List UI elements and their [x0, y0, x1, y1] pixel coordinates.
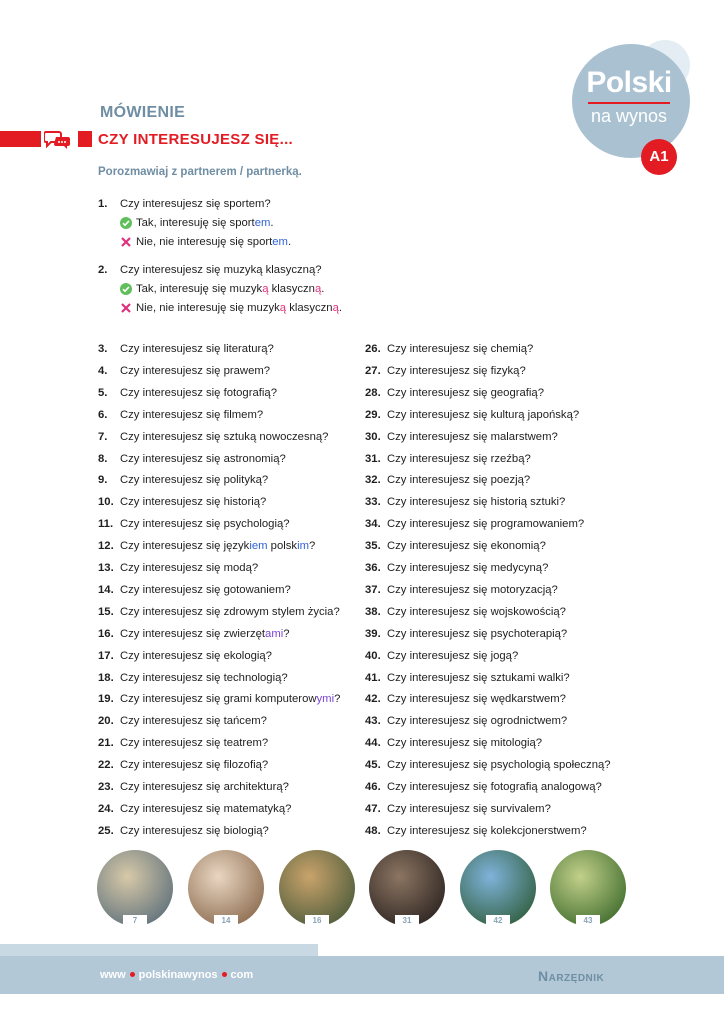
- question-text: Czy interesujesz się: [120, 693, 224, 706]
- answer-text: Nie, nie interesuję się muzyką klasyczną.: [136, 302, 342, 314]
- question-number: 40.: [365, 649, 381, 662]
- question-text: Czy interesujesz się filozofią?: [120, 759, 269, 772]
- question-text: Czy interesujesz się kulturą japońską?: [387, 408, 580, 421]
- question-text: Czy interesujesz się zdrowym stylem życia?: [120, 605, 340, 618]
- question-text: Czy interesujesz się fizyką?: [387, 364, 526, 377]
- question-item: [365, 693, 566, 705]
- question-number: 5.: [98, 386, 108, 399]
- question-number: 18.: [98, 671, 114, 684]
- title-bar-left: [0, 131, 41, 147]
- question-number: 43.: [365, 715, 381, 728]
- question-number: 4.: [98, 364, 108, 377]
- question-item: [365, 803, 551, 815]
- example-answer-no-2: [120, 302, 342, 314]
- question-item: [365, 825, 587, 837]
- question-number: 17.: [98, 649, 114, 662]
- question-text: Czy interesujesz się modą?: [120, 562, 259, 574]
- question-number: 15.: [98, 605, 114, 618]
- question-text: Czy interesujesz się survivalem?: [387, 802, 551, 815]
- example-answer-no-1: [120, 236, 291, 248]
- question-text: Czy interesujesz się wędkarstwem?: [387, 693, 566, 706]
- question-text: Czy interesujesz się mitologią?: [387, 737, 543, 750]
- question-item: [98, 781, 289, 793]
- question-text: Czy interesujesz się architekturą?: [120, 781, 289, 793]
- question-number: 1.: [98, 198, 108, 210]
- question-number: 29.: [365, 408, 381, 421]
- question-text: Czy interesujesz się: [120, 627, 224, 640]
- question-item: [365, 518, 584, 530]
- question-number: 45.: [365, 759, 381, 772]
- question-item: 16. Czy interesujesz się zwierzętami?: [98, 627, 290, 640]
- url-dot: [130, 972, 135, 977]
- question-item: [98, 343, 274, 355]
- question-text: Czy interesujesz się chemią?: [387, 343, 534, 355]
- question-item: [365, 584, 558, 596]
- question-text: Czy interesujesz się gotowaniem?: [120, 583, 291, 596]
- question-item: [98, 431, 328, 443]
- question-number: 37.: [365, 583, 381, 596]
- question-text: Czy interesujesz się polityką?: [120, 474, 269, 487]
- question-number: 20.: [98, 715, 114, 728]
- question-text: Czy interesujesz się rzeźbą?: [387, 452, 531, 465]
- question-item: 19. Czy interesujesz się grami komputerowymi?: [98, 693, 341, 706]
- question-text: Czy interesujesz się biologią?: [120, 824, 269, 837]
- section-heading: MÓWIENIE: [100, 104, 186, 121]
- question-number: 30.: [365, 430, 381, 443]
- question-item: [98, 474, 268, 486]
- question-number: 8.: [98, 452, 108, 465]
- question-item: [98, 365, 270, 377]
- question-item: [98, 803, 291, 815]
- url-dot: [222, 972, 227, 977]
- question-item: [98, 672, 288, 684]
- question-number: 24.: [98, 802, 114, 815]
- question-text: Czy interesujesz się technologią?: [120, 671, 288, 684]
- question-number: 44.: [365, 737, 381, 750]
- question-item: [365, 540, 546, 552]
- question-number: 34.: [365, 518, 381, 531]
- question-number: 16.: [98, 627, 114, 640]
- question-text: Czy interesujesz się programowaniem?: [387, 518, 585, 531]
- question-number: 33.: [365, 496, 381, 509]
- question-text: Czy interesujesz się psychologią społeczną?: [387, 759, 611, 772]
- question-text: Czy interesujesz się sztukami walki?: [387, 671, 570, 684]
- check-icon: [120, 217, 132, 229]
- question-number: 2.: [98, 264, 108, 276]
- question-item: [365, 628, 567, 640]
- question-number: 25.: [98, 824, 114, 837]
- question-number: 28.: [365, 386, 381, 399]
- question-number: 14.: [98, 583, 114, 596]
- question-text: Czy interesujesz się teatrem?: [120, 737, 269, 750]
- question-text: Czy interesujesz się ogrodnictwem?: [387, 715, 568, 728]
- example-answer-yes-2: [120, 283, 324, 295]
- photo-number-label: 42: [486, 915, 510, 926]
- example-answer-yes-1: [120, 217, 274, 229]
- question-text: Czy interesujesz się motoryzacją?: [387, 583, 558, 596]
- question-text: Czy interesujesz się psychologią?: [120, 518, 290, 531]
- question-text: Czy interesujesz się tańcem?: [120, 715, 267, 728]
- question-number: 3.: [98, 343, 108, 355]
- question-item: [98, 759, 268, 771]
- question-text: Czy interesujesz się poezją?: [387, 474, 531, 487]
- question-item: [365, 650, 518, 662]
- instruction: Porozmawiaj z partnerem / partnerką.: [98, 166, 302, 178]
- question-item: [365, 496, 565, 508]
- question-number: 21.: [98, 737, 114, 750]
- photo-number-label: 31: [395, 915, 419, 926]
- question-item: [365, 715, 567, 727]
- question-number: 47.: [365, 802, 381, 815]
- footer-topic: Narzędnik: [538, 968, 605, 984]
- question-item: [98, 387, 277, 399]
- question-item: [365, 453, 531, 465]
- logo-title: Polski: [586, 66, 672, 99]
- photo-number-label: 7: [123, 915, 147, 926]
- question-item: [98, 650, 272, 662]
- question-number: 23.: [98, 781, 114, 793]
- question-number: 13.: [98, 562, 114, 574]
- question-text: Czy interesujesz się malarstwem?: [387, 430, 558, 443]
- question-text: Czy interesujesz się sportem?: [120, 198, 271, 210]
- question-number: 7.: [98, 430, 108, 443]
- answer-text: Tak, interesuję się sportem.: [136, 217, 274, 229]
- question-item: [98, 606, 340, 618]
- question-text: Czy interesujesz się psychoterapią?: [387, 627, 568, 640]
- photo-number-label: 16: [305, 915, 329, 926]
- question-text: Czy interesujesz się historią sztuki?: [387, 496, 566, 509]
- question-number: 39.: [365, 627, 381, 640]
- question-item: [365, 737, 542, 749]
- question-number: 12.: [98, 540, 114, 553]
- question-number: 26.: [365, 343, 381, 355]
- question-text: Czy interesujesz się: [120, 540, 224, 553]
- question-number: 11.: [98, 518, 114, 531]
- question-text: Czy interesujesz się historią?: [120, 496, 267, 509]
- question-text: Czy interesujesz się filmem?: [120, 408, 264, 421]
- question-item: [98, 715, 267, 727]
- question-number: 35.: [365, 540, 381, 553]
- question-item: [98, 737, 268, 749]
- title-bar-right: [78, 131, 92, 147]
- question-text: Czy interesujesz się prawem?: [120, 364, 271, 377]
- logo-circle: [572, 44, 690, 158]
- question-item: [98, 496, 266, 508]
- example-question-1: [98, 198, 271, 210]
- logo-underline: [588, 102, 670, 104]
- photo-number-label: 14: [214, 915, 238, 926]
- question-number: 31.: [365, 452, 381, 465]
- question-item: [365, 672, 570, 684]
- question-text: Czy interesujesz się muzyką klasyczną?: [120, 264, 322, 276]
- question-text: Czy interesujesz się medycyną?: [387, 562, 549, 574]
- question-number: 38.: [365, 605, 381, 618]
- photo-number-label: 43: [576, 915, 600, 926]
- page-title: CZY INTERESUJESZ SIĘ...: [98, 131, 294, 148]
- cross-icon: [120, 302, 132, 314]
- level-badge: A1: [641, 139, 677, 175]
- question-text: Czy interesujesz się kolekcjonerstwem?: [387, 824, 587, 837]
- question-text: Czy interesujesz się wojskowością?: [387, 605, 566, 618]
- question-item: [98, 825, 269, 837]
- question-number: 22.: [98, 759, 114, 772]
- question-text: Czy interesujesz się literaturą?: [120, 343, 274, 355]
- question-text: Czy interesujesz się astronomią?: [120, 452, 286, 465]
- question-number: 27.: [365, 364, 381, 377]
- question-item: [98, 409, 263, 421]
- question-number: 42.: [365, 693, 381, 706]
- question-number: 9.: [98, 474, 108, 487]
- question-text: Czy interesujesz się fotografią analogową?: [387, 781, 602, 793]
- question-number: 41.: [365, 671, 381, 684]
- footer-accent-strip: [0, 944, 318, 956]
- question-text: Czy interesujesz się fotografią?: [120, 386, 277, 399]
- question-number: 48.: [365, 824, 381, 837]
- question-number: 10.: [98, 496, 114, 509]
- logo-subtitle: na wynos: [590, 106, 668, 126]
- question-item: [98, 453, 286, 465]
- answer-text: Nie, nie interesuję się sportem.: [136, 236, 292, 248]
- question-item: [365, 759, 611, 771]
- question-text: Czy interesujesz się sztuką nowoczesną?: [120, 430, 329, 443]
- question-item: [365, 431, 558, 443]
- question-item: [98, 518, 290, 530]
- question-item: [98, 584, 291, 596]
- question-item: [98, 562, 258, 574]
- question-number: 6.: [98, 408, 108, 421]
- answer-text: Tak, interesuję się muzyką klasyczną.: [136, 283, 325, 295]
- website-url[interactable]: www polskinawynos com: [100, 969, 254, 981]
- question-item: [365, 343, 533, 355]
- question-item: [365, 562, 548, 574]
- question-text: Czy interesujesz się geografią?: [387, 386, 544, 399]
- example-question-2: [98, 264, 322, 276]
- question-item: [365, 606, 566, 618]
- cross-icon: [120, 236, 132, 248]
- question-text: Czy interesujesz się ekonomią?: [387, 540, 546, 553]
- question-item: [365, 387, 544, 399]
- question-number: 46.: [365, 781, 381, 793]
- question-item: [365, 409, 579, 421]
- check-icon: [120, 283, 132, 295]
- question-text: Czy interesujesz się matematyką?: [120, 802, 292, 815]
- question-text: Czy interesujesz się jogą?: [387, 649, 519, 662]
- question-item: 12. Czy interesujesz się językiem polskim?: [98, 540, 316, 553]
- question-number: 19.: [98, 693, 114, 706]
- question-item: [365, 781, 602, 793]
- question-text: Czy interesujesz się ekologią?: [120, 649, 272, 662]
- chat-bubbles-icon: [44, 129, 72, 149]
- question-item: [365, 365, 526, 377]
- question-number: 36.: [365, 562, 381, 574]
- question-number: 32.: [365, 474, 381, 487]
- question-item: [365, 474, 530, 486]
